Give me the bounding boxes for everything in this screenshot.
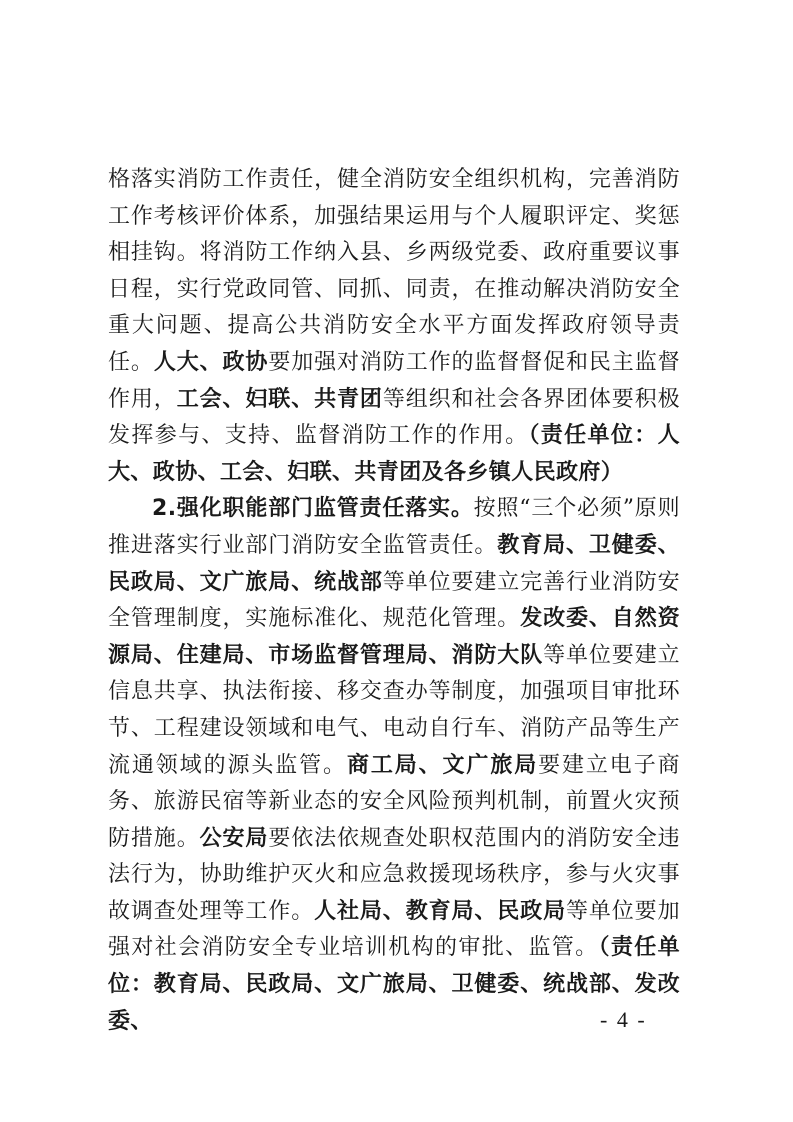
section-heading: 2.强化职能部门监管责任落实。 xyxy=(152,496,474,522)
paragraph-2 xyxy=(108,491,680,1040)
page-number: - 4 - xyxy=(600,1007,647,1032)
text-segment: 等组织和社会各界团体要积极发挥参与、支持、监督消防工作的作用。 xyxy=(108,386,681,449)
text-segment: 等单位要加强对社会消防安全专业培训机构的审批、监管。 xyxy=(108,898,680,961)
paragraph-1 xyxy=(108,162,680,491)
bold-text-segment: 人大、政协 xyxy=(153,349,269,375)
bold-text-segment: 公安局 xyxy=(199,825,269,851)
bold-text-segment: 人社局、教育局、民政局 xyxy=(314,898,566,924)
text-segment: 按照“三个必须”原则推进落实行业部门消防安全监管责任。 xyxy=(108,496,680,558)
bold-text-segment: （责任单位：人大、政协、工会、妇联、共青团及各乡镇人民政府） xyxy=(108,423,680,485)
bold-text-segment: 发改委、自然资源局、住建局、市场监督管理局、消防大队 xyxy=(108,606,680,668)
bold-text-segment: 教育局、卫健委、民政局、文广旅局、统战部 xyxy=(108,532,680,595)
text-segment: 要加强对消防工作的监督督促和民主监督作用， xyxy=(108,349,680,412)
bold-text-segment: 商工局、文广旅局 xyxy=(346,752,539,778)
text-segment: 等单位要建立信息共享、执法衔接、移交查办等制度，加强项目审批环节、工程建设领域和电气、电动自行车、消防产品等生产流通领域的源头监管。 xyxy=(108,642,680,778)
text-segment: 要依法依规查处职权范围内的消防安全违法行为，协助维护灭火和应急救援现场秩序，参与火灾事故调查处理等工作。 xyxy=(108,825,681,924)
bold-text-segment: 工会、妇联、共青团 xyxy=(176,386,383,412)
text-segment: 要建立电子商务、旅游民宿等新业态的安全风险预判机制，前置火灾预防措施。 xyxy=(108,752,680,851)
bold-text-segment: （责任单位：教育局、民政局、文广旅局、卫健委、统战部、发改委、 xyxy=(108,935,680,1034)
text-segment: 等单位要建立完善行业消防安全管理制度，实施标准化、规范化管理。 xyxy=(108,569,680,632)
body-text xyxy=(108,162,680,1040)
text-segment: 格落实消防工作责任，健全消防安全组织机构，完善消防工作考核评价体系，加强结果运用与个人履职评定、奖惩相挂钩。将消防工作纳入县、乡两级党委、政府重要议事日程，实行党政同管、同抓、同责，在推动解决消防安全重大问题、提高公共消防安全水平方面发挥政府领导责任。 xyxy=(108,167,680,375)
